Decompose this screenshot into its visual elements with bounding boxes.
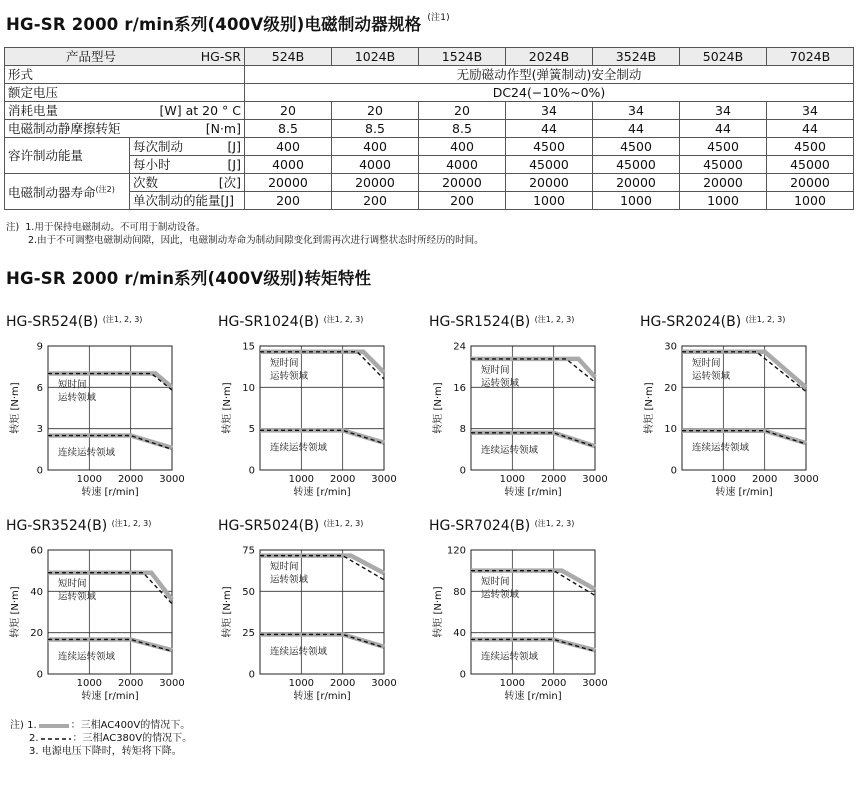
y-tick-label: 0	[670, 465, 677, 477]
continuous-ac400-line	[682, 431, 806, 443]
y-tick-label: 40	[30, 586, 43, 598]
legend-ac400-swatch	[37, 722, 71, 730]
short-term-label-1: 短时间	[58, 578, 87, 590]
continuous-label: 连续运转领域	[692, 442, 750, 454]
continuous-ac400-line	[48, 436, 172, 448]
y-tick-label: 24	[453, 341, 466, 353]
y-tick-label: 15	[242, 341, 255, 353]
continuous-label: 连续运转领域	[270, 646, 328, 658]
short-term-label-1: 短时间	[58, 379, 87, 391]
chart-title-text: HG-SR1524(B)	[429, 314, 531, 330]
x-tick-label: 1000	[76, 678, 103, 689]
x-tick-label: 2000	[751, 474, 778, 485]
short-term-label-2: 运转领域	[58, 392, 97, 404]
chart-plot	[640, 336, 840, 506]
y-tick-label: 8	[459, 424, 466, 436]
chart-plot	[429, 336, 629, 506]
x-tick-label: 3000	[159, 678, 185, 689]
short-term-label-1: 短时间	[481, 364, 510, 376]
continuous-label: 连续运转领域	[58, 447, 116, 459]
y-tick-label: 10	[242, 382, 255, 394]
short-term-label-1: 短时间	[270, 357, 299, 369]
y-tick-label: 0	[248, 465, 255, 477]
chart-title-text: HG-SR5024(B)	[218, 518, 320, 534]
y-tick-label: 40	[453, 628, 466, 640]
y-tick-label: 20	[30, 628, 43, 640]
y-tick-label: 0	[459, 465, 466, 477]
y-tick-label: 50	[242, 586, 255, 598]
y-tick-label: 10	[664, 424, 677, 436]
y-tick-label: 3	[36, 424, 43, 436]
y-tick-label: 9	[36, 341, 43, 353]
chart-title	[6, 518, 151, 534]
y-tick-label: 25	[242, 628, 255, 640]
continuous-label: 连续运转领域	[270, 442, 328, 454]
x-tick-label: 3000	[371, 474, 397, 485]
x-tick-label: 2000	[540, 678, 567, 689]
y-axis-label: 转矩 [N·m]	[644, 382, 655, 434]
continuous-label: 连续运转领域	[58, 651, 116, 663]
y-tick-label: 0	[36, 465, 43, 477]
x-axis-label: 转速 [r/min]	[504, 691, 562, 702]
torque-chart	[218, 314, 418, 509]
torque-title: HG-SR 2000 r/min系列(400V级别)转矩特性	[6, 269, 372, 288]
chart-title	[429, 518, 574, 534]
x-axis-label: 转速 [r/min]	[81, 691, 139, 702]
chart-title	[640, 314, 785, 330]
chart-plot	[6, 540, 206, 710]
x-tick-label: 1000	[288, 474, 315, 485]
y-tick-label: 5	[248, 424, 255, 436]
table-row: 容许制动能量 每次制动 [J] 400 400 400 4500 4500 4500 4500	[5, 138, 854, 156]
y-axis-label: 转矩 [N·m]	[222, 382, 233, 434]
x-axis-label: 转速 [r/min]	[293, 487, 351, 498]
chart-plot	[218, 336, 418, 506]
x-tick-label: 3000	[793, 474, 819, 485]
chart-title	[218, 314, 363, 330]
table-row: 消耗电量 [W] at 20 ° C 20 20 20 34 34 34 34	[5, 102, 854, 120]
continuous-ac400-line	[471, 639, 595, 650]
short-term-label-2: 运转领域	[270, 370, 309, 382]
x-tick-label: 2000	[329, 678, 356, 689]
chart-note: (注1, 2, 3)	[323, 315, 364, 324]
chart-note: (注1, 2, 3)	[323, 519, 364, 528]
y-tick-label: 60	[30, 545, 43, 557]
short-term-label-1: 短时间	[481, 576, 510, 588]
torque-chart	[429, 518, 629, 713]
y-tick-label: 0	[459, 669, 466, 681]
table-row: 产品型号 HG-SR 524B 1024B 1524B 2024B 3524B 5024B 7024B	[5, 48, 854, 66]
short-term-label-2: 运转领域	[58, 591, 97, 603]
x-axis-label: 转速 [r/min]	[504, 487, 562, 498]
y-tick-label: 16	[453, 382, 466, 394]
chart-legend: 注) 1. ：三相AC400V的情况下。 2. ：三相AC380V的情况下。 3. 电源电压下降时，转矩将下降。	[10, 720, 193, 757]
spec-notes: 注) 1.用于保持电磁制动。不可用于制动设备。 2.由于不可调整电磁制动间隙，因此，电磁制动寿命为制动间隙变化到需再次进行调整状态时所经历的时间。	[6, 222, 484, 246]
x-axis-label: 转速 [r/min]	[81, 487, 139, 498]
y-tick-label: 80	[453, 586, 466, 598]
y-tick-label: 30	[664, 341, 677, 353]
short-term-label-2: 运转领域	[481, 377, 520, 389]
chart-title	[6, 314, 142, 330]
torque-chart	[6, 314, 206, 509]
continuous-label: 连续运转领域	[481, 651, 539, 663]
y-axis-label: 转矩 [N·m]	[222, 586, 233, 638]
continuous-ac400-line	[48, 639, 172, 650]
short-term-label-2: 运转领域	[270, 574, 309, 586]
continuous-ac400-line	[260, 430, 384, 442]
short-term-label-2: 运转领域	[692, 370, 731, 382]
torque-chart	[429, 314, 629, 509]
continuous-ac400-line	[260, 634, 384, 646]
y-axis-label: 转矩 [N·m]	[433, 382, 444, 434]
table-row: 电磁制动器寿命$^{(注2)}$ 次数 [次] 20000 20000 20000 20000 20000 20000 20000	[5, 174, 854, 192]
y-tick-label: 75	[242, 545, 255, 557]
y-tick-label: 120	[446, 545, 466, 557]
spec-title: HG-SR 2000 r/min系列(400V级别)电磁制动器规格 $^{(注1)}$	[6, 13, 450, 34]
x-tick-label: 2000	[117, 678, 144, 689]
chart-title	[429, 314, 574, 330]
x-tick-label: 2000	[329, 474, 356, 485]
x-tick-label: 3000	[371, 678, 397, 689]
table-row: 形式 无励磁动作型(弹簧制动)安全制动	[5, 66, 854, 84]
x-tick-label: 2000	[117, 474, 144, 485]
y-axis-label: 转矩 [N·m]	[10, 382, 21, 434]
table-row: 电磁制动静摩擦转矩 [N·m] 8.5 8.5 8.5 44 44 44 44	[5, 120, 854, 138]
chart-title-text: HG-SR1024(B)	[218, 314, 320, 330]
y-tick-label: 20	[664, 382, 677, 394]
x-tick-label: 1000	[76, 474, 103, 485]
short-term-label-1: 短时间	[692, 357, 721, 369]
short-term-label-2: 运转领域	[481, 589, 520, 601]
x-tick-label: 1000	[499, 474, 526, 485]
chart-note: (注1, 2, 3)	[534, 519, 575, 528]
x-tick-label: 3000	[159, 474, 185, 485]
chart-title-text: HG-SR2024(B)	[640, 314, 742, 330]
x-tick-label: 3000	[582, 474, 608, 485]
x-tick-label: 3000	[582, 678, 608, 689]
y-tick-label: 0	[248, 669, 255, 681]
brake-spec-table	[4, 47, 854, 210]
chart-plot	[429, 540, 629, 710]
chart-note: (注1, 2, 3)	[102, 315, 143, 324]
x-axis-label: 转速 [r/min]	[715, 487, 773, 498]
chart-title-text: HG-SR7024(B)	[429, 518, 531, 534]
chart-note: (注1, 2, 3)	[111, 519, 152, 528]
x-tick-label: 1000	[710, 474, 737, 485]
table-row: 单次制动的能量[J] 200 200 200 1000 1000 1000 1000	[5, 192, 854, 210]
x-axis-label: 转速 [r/min]	[293, 691, 351, 702]
x-tick-label: 1000	[288, 678, 315, 689]
chart-plot	[6, 336, 206, 506]
torque-chart	[640, 314, 840, 509]
y-axis-label: 转矩 [N·m]	[433, 586, 444, 638]
continuous-label: 连续运转领域	[481, 444, 539, 456]
y-tick-label: 6	[36, 382, 43, 394]
torque-chart	[218, 518, 418, 713]
chart-title-text: HG-SR524(B)	[6, 314, 99, 330]
y-tick-label: 0	[36, 669, 43, 681]
torque-chart	[6, 518, 206, 713]
x-tick-label: 1000	[499, 678, 526, 689]
chart-note: (注1, 2, 3)	[745, 315, 786, 324]
chart-plot	[218, 540, 418, 710]
short-term-label-1: 短时间	[270, 561, 299, 573]
chart-note: (注1, 2, 3)	[534, 315, 575, 324]
y-axis-label: 转矩 [N·m]	[10, 586, 21, 638]
chart-title	[218, 518, 363, 534]
table-row: 额定电压 DC24(−10%~0%)	[5, 84, 854, 102]
legend-ac380-swatch	[39, 735, 73, 743]
table-row: 每小时 [J] 4000 4000 4000 45000 45000 45000 45000	[5, 156, 854, 174]
chart-title-text: HG-SR3524(B)	[6, 518, 108, 534]
x-tick-label: 2000	[540, 474, 567, 485]
